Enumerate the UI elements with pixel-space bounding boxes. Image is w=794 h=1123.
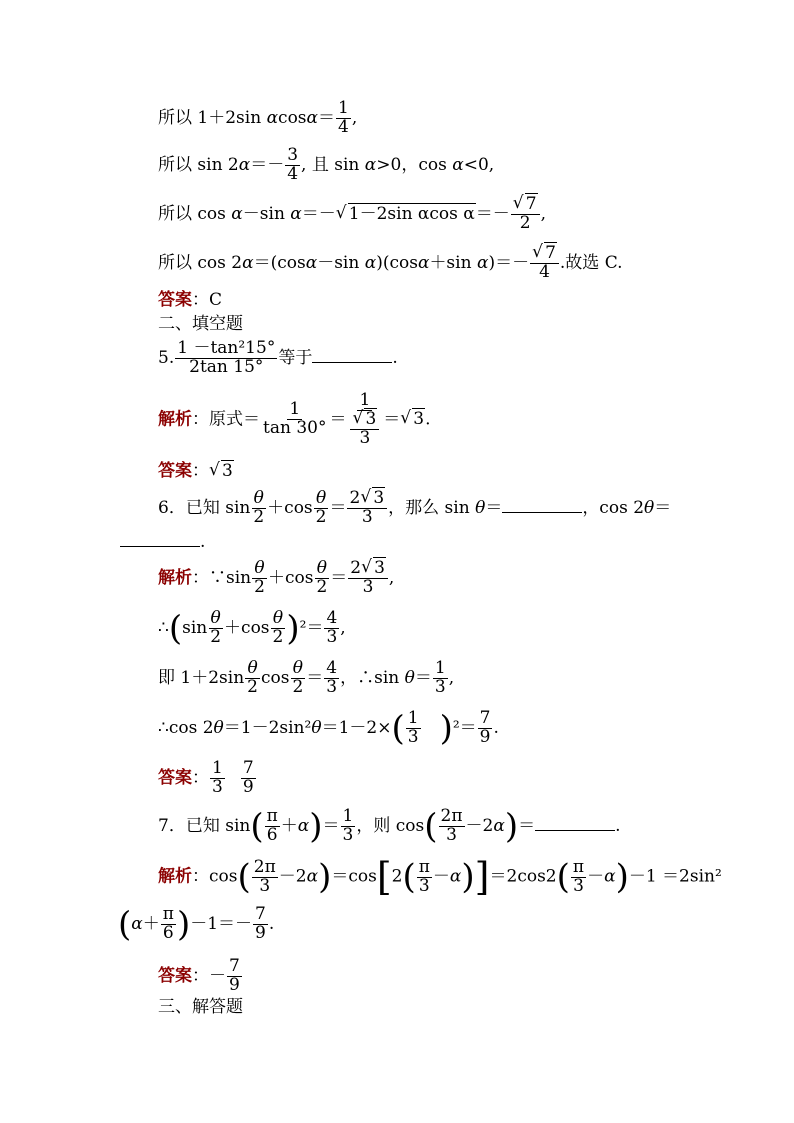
text: α [417,252,430,273]
fraction [530,245,559,282]
analysis-q7-line-1 [158,855,722,899]
denominator [347,408,382,448]
numerator: π [418,856,430,877]
denominator: 2 [254,576,265,597]
numerator: 3 [287,145,299,165]
fraction [350,408,379,448]
fraction [261,401,328,438]
fraction [290,660,305,697]
numerator: 7 [255,904,266,924]
question-5 [158,340,398,377]
text: α [290,203,302,224]
solution-line-4 [158,245,623,282]
denominator: 2 [519,212,531,233]
text: ＝cos [331,866,377,887]
text: 等于 [278,347,313,368]
denominator: 4 [287,163,299,184]
left-paren: ( [118,904,132,945]
text: , [351,107,358,128]
text: α [476,252,489,273]
sqrt [360,490,385,508]
fraction [210,760,225,797]
fraction [347,392,382,448]
text: . [268,913,275,934]
text: θ [213,717,224,738]
numerator: 1 [407,708,419,728]
text: ＝ [329,409,347,430]
fraction [241,760,256,797]
sqrt [400,409,425,429]
fraction [251,490,266,527]
text: ： [192,767,209,788]
radicand: 3 [413,409,425,430]
fraction [417,856,432,896]
left-bracket: [ [376,855,392,899]
numerator: 1 [338,98,349,118]
numerator: 7 [229,956,240,976]
numerator: 7 [242,758,254,778]
denominator: 3 [407,726,419,747]
text: ＝1－2sin² [223,717,312,738]
sqrt [532,245,557,263]
sqrt [336,204,476,224]
denominator: 9 [479,726,491,747]
answer-line-q6 [158,760,257,797]
left-paren: ( [250,806,264,847]
radicand: 3 [365,408,377,429]
numerator: 7 [479,708,491,728]
text: ²＝ [299,617,324,638]
sqrt [209,461,234,481]
question-6 [158,490,671,527]
text: α [306,866,319,887]
answer-blank[interactable] [312,346,392,363]
numerator [347,490,387,509]
text: α [449,866,462,887]
denominator: 3 [259,875,271,896]
answer-blank[interactable] [535,814,615,831]
text: , [448,667,455,688]
fraction [252,856,278,896]
numerator [350,408,379,430]
text: α [266,107,279,128]
fraction [571,856,586,896]
fraction [227,958,242,995]
fraction [265,808,280,845]
right-paren: ) [615,857,629,897]
fraction [271,610,286,647]
text: ： [192,461,209,481]
text: ∴ [158,617,169,638]
numerator: 1 [342,806,354,826]
answer-line-q4 [158,290,222,310]
fraction [511,196,540,233]
text: －2 [465,815,494,836]
denominator: 2 [272,626,284,647]
right-paren: ) [176,904,191,945]
text: θ [311,717,322,738]
text: ，∴sin [340,667,405,688]
denominator: 3 [573,875,584,896]
denominator: 2 [247,676,258,697]
right-paren: ) [318,857,332,897]
text: . [200,532,206,552]
text: 即 1＋2sin [158,667,245,688]
radicand: 7 [545,243,556,263]
fraction [245,660,260,697]
numerator: θ [272,608,284,628]
analysis-q6-line-1 [158,560,394,597]
answer-label: 答案 [158,767,192,788]
denominator: 9 [229,974,240,995]
solution-line-3 [158,196,546,233]
denominator: 2 [253,506,265,527]
text: θ [644,497,655,518]
denominator: 9 [242,776,254,797]
numerator: 1 [289,399,301,420]
numerator: 1 －tan²15° [177,338,276,358]
text: ＝－ [250,154,285,175]
text: 所以 cos [158,203,232,224]
right-paren: ) [461,857,475,897]
left-paren: ( [402,857,416,897]
text: α [364,154,377,175]
answer-line-q7 [158,958,243,995]
denominator: 2 [292,676,304,697]
denominator: 4 [539,261,550,282]
text: ＝ [485,497,503,518]
denominator: 6 [162,922,174,943]
fraction [347,490,387,527]
fraction [324,660,339,697]
answer-label: 答案 [158,965,192,986]
text: ＝(cos [253,252,306,273]
text: ＝ [654,497,672,518]
fraction [285,147,300,184]
text: ＝ [306,667,324,688]
text: α [131,913,143,934]
text: ，则 cos [356,815,425,836]
right-paren: ) [504,806,519,847]
text: , 且 sin [301,154,365,175]
fraction [348,560,388,597]
text: ＋ [280,815,298,836]
analysis-label: 解析 [158,866,192,887]
numerator: θ [210,608,221,628]
denominator: 4 [338,116,349,137]
numerator [511,196,540,215]
left-paren: ( [424,806,438,847]
radicand: 3 [374,558,385,578]
fraction [406,710,421,747]
section-heading-fill-in [158,314,243,334]
text: ：cos [192,866,238,887]
text: . [425,409,431,430]
left-paren: ( [237,857,251,897]
text: ＋cos [267,567,314,588]
numerator: 1 [359,390,371,410]
right-paren: ) [309,806,323,847]
text: θ [404,667,415,688]
fraction [439,808,465,845]
text: ＝－ [475,203,510,224]
numerator: π [162,904,174,924]
text: ，cos 2 [582,497,645,518]
text: α [242,252,254,273]
text: ＝ [383,409,401,430]
denominator: 6 [266,824,278,845]
text: ：原式＝ [192,409,260,430]
denominator: 9 [255,922,266,943]
text: －sin [242,203,291,224]
denominator: 3 [362,576,374,597]
text: ＝ [330,567,348,588]
right-paren: ) [286,608,300,649]
text: α [452,154,464,175]
numerator: 2π [253,856,276,877]
fraction [175,340,277,377]
numerator: 4 [326,658,338,678]
text: －2 [278,866,307,887]
text: ＋sin [429,252,477,273]
numerator: 1 [212,758,223,778]
text: >0，cos [376,154,453,175]
sqrt [513,196,538,214]
fraction [324,610,339,647]
right-bracket: ] [474,855,490,899]
denominator: 3 [326,676,338,697]
numerator: θ [247,658,258,678]
numerator: θ [315,488,327,508]
radicand: 3 [222,461,233,481]
text: ＝ [518,815,536,836]
text: －1 ＝2sin² [628,866,722,887]
numerator: θ [253,488,264,508]
analysis-label: 解析 [158,409,192,430]
fraction [314,490,329,527]
sqrt [352,408,377,429]
text: )＝－ [488,252,530,273]
denominator: 3 [342,824,354,845]
text: ＝2cos2 [489,866,557,887]
numerator: 1 [434,658,446,678]
question-6-continuation [120,530,205,552]
text: <0, [463,154,495,175]
answer-blank-sin[interactable] [502,496,582,513]
numerator: θ [292,658,303,678]
numerator: 2π [440,806,463,826]
analysis-label: 解析 [158,567,192,588]
text: )(cos [376,252,418,273]
text: α [604,866,616,887]
solution-line-2 [158,147,494,184]
text: α [231,203,243,224]
text: sin [182,617,208,638]
section-heading-answer [158,997,243,1017]
denominator: 3 [434,676,446,697]
numerator [348,560,388,579]
text: θ [475,497,486,518]
answer-value: ：C [192,290,223,310]
text: ＝ [329,497,347,518]
section-title: 三、解答题 [158,997,243,1017]
answer-line-q5 [158,461,234,481]
fraction [253,906,268,943]
text: 2 [349,488,361,508]
text: , [388,567,395,588]
text: ＋ [142,913,160,934]
text: .故选 C. [559,252,623,273]
text: ＋cos [267,497,313,518]
denominator: tan 30° [263,418,327,439]
text: , [540,203,547,224]
section-title: 二、填空题 [158,314,243,334]
text: , [340,617,346,638]
answer-label: 答案 [158,461,192,481]
text: 6．已知 sin [158,497,251,518]
numerator: θ [254,558,265,578]
left-paren: ( [556,857,570,897]
denominator: 3 [446,824,457,845]
text: － [587,866,605,887]
analysis-q6-line-3 [158,660,454,697]
fraction [252,560,267,597]
fraction [314,560,329,597]
fraction [161,906,176,943]
right-paren: ) [439,708,453,749]
analysis-q5 [158,392,431,448]
text: ²＝ [452,717,477,738]
fraction [341,808,356,845]
numerator: π [266,806,278,826]
text: ：∵sin [192,567,252,588]
text: ＝ [318,107,336,128]
solution-line-1 [158,100,357,137]
text: 2 [350,558,362,578]
text: 7．已知 sin [158,815,251,836]
radicand: 1－2sin αcos α [348,203,475,224]
text: ：－ [192,965,226,986]
answer-blank-cos[interactable] [120,530,200,547]
text: α [306,107,319,128]
numerator: θ [316,558,327,578]
numerator [530,245,559,264]
text: cos [278,107,307,128]
denominator: 3 [418,875,430,896]
text: α [493,815,505,836]
denominator: 2 [316,576,328,597]
answer-label: 答案 [158,290,192,310]
text: . [493,717,499,738]
text: ＝ [414,667,432,688]
question-7 [158,808,621,845]
denominator: 3 [326,626,338,647]
text: α [305,252,318,273]
text: 所以 cos 2 [158,252,243,273]
analysis-q6-line-2 [158,610,346,647]
text: ，那么 sin [388,497,476,518]
fraction [336,100,351,137]
text: . [615,815,621,836]
analysis-q7-line-2 [118,906,274,943]
text: ＝ [322,815,340,836]
fraction [433,660,448,697]
radicand: 7 [525,194,537,214]
denominator: 3 [359,427,371,448]
text: ＋cos [224,617,270,638]
denominator: 2 [210,626,222,647]
numerator: 4 [326,608,338,628]
numerator: π [572,856,585,877]
text: － [432,866,450,887]
denominator: 3 [361,506,373,527]
left-paren: ( [168,608,183,649]
fraction [208,610,223,647]
radicand: 3 [373,488,385,508]
text: 所以 sin 2 [158,154,239,175]
text: α [297,815,310,836]
text: . [392,347,398,368]
text: 2 [391,866,403,887]
denominator: 2tan 15° [189,356,264,377]
analysis-q6-line-4 [158,710,499,747]
text: ＝1－2× [321,717,392,738]
sqrt [361,560,386,578]
text: α [238,154,251,175]
text: －1＝－ [190,913,253,934]
text: －sin [317,252,365,273]
text: 所以 1＋2sin [158,107,267,128]
denominator: 3 [212,776,223,797]
text: cos [260,667,290,688]
text: α [364,252,377,273]
fraction [478,710,493,747]
question-number: 5. [158,347,175,368]
text: ＝－ [301,203,336,224]
left-paren: ( [391,708,405,749]
text: ∴cos 2 [158,717,214,738]
denominator: 2 [315,506,327,527]
